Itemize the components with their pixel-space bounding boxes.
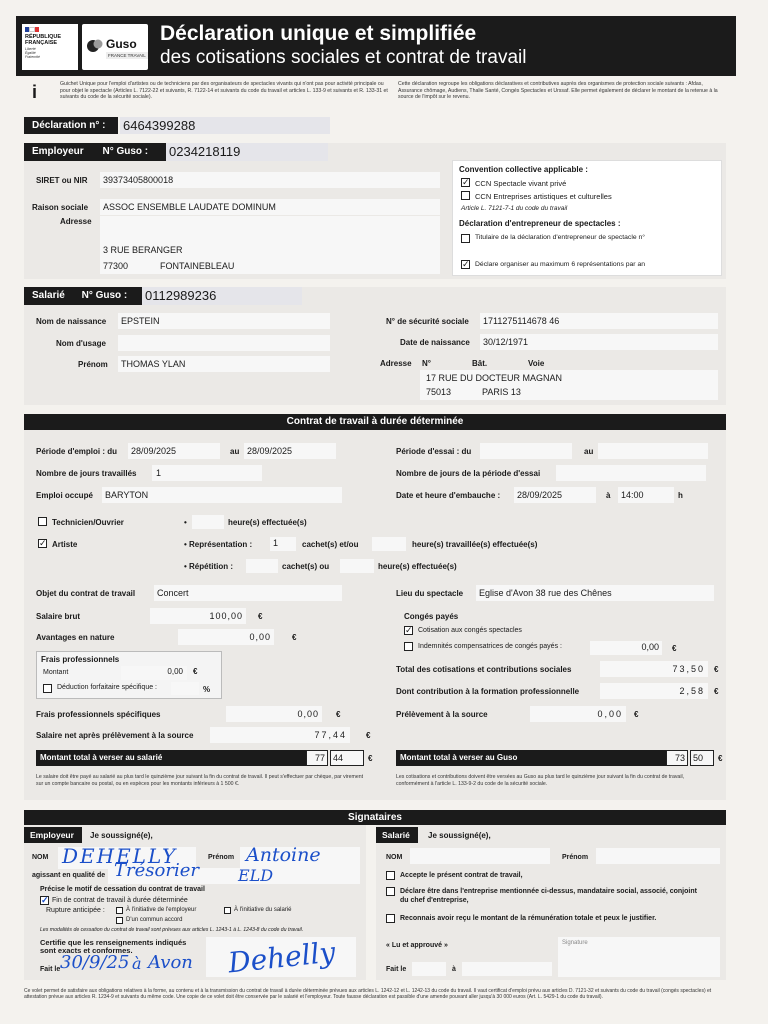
indemnites-checkbox[interactable] bbox=[404, 642, 413, 651]
rf-line1: RÉPUBLIQUE bbox=[25, 34, 62, 40]
frais-spec-value: 0,00 bbox=[226, 706, 322, 722]
declare-entreprise-checkbox[interactable] bbox=[386, 887, 395, 896]
sign-salarie-prenom[interactable] bbox=[596, 848, 720, 864]
avantages-label: Avantages en nature bbox=[36, 633, 115, 642]
repetition-heures[interactable] bbox=[340, 559, 374, 573]
info-right: Cette déclaration regroupe les obligations déclaratives et contributives auprès des organismes de protection sociale suivants : Afdas, Assurance chômage, Audiens, Thalie Santé, Congés Spectacles et Urssaf. Elle permet également de déclarer le montant de la retenue à la source de l'impôt sur le revenu. bbox=[398, 81, 718, 101]
net-euro: € bbox=[366, 731, 371, 740]
formation-label: Dont contribution à la formation professionnelle bbox=[396, 687, 580, 696]
guso-logo bbox=[82, 24, 148, 70]
salaire-euro: € bbox=[258, 612, 263, 621]
lieu-value: Eglise d'Avon 38 rue des Chênes bbox=[476, 585, 714, 601]
repetition-cachets-label: cachet(s) ou bbox=[282, 562, 330, 571]
frais-box bbox=[36, 651, 222, 699]
titulaire-label: Titulaire de la déclaration d'entrepreneur de spectacle n° bbox=[475, 234, 646, 241]
employeur-title: Employeur bbox=[32, 146, 84, 157]
salarie-adresse1: 17 RUE DU DOCTEUR MAGNAN bbox=[426, 373, 563, 383]
frais-spec-euro: € bbox=[336, 710, 341, 719]
salarie-cp: 75013 bbox=[426, 387, 452, 397]
sign-salarie-prenom-label: Prénom bbox=[562, 854, 589, 861]
total-salarie-dec: 44 bbox=[330, 750, 364, 766]
guso-logo-text: Guso bbox=[106, 37, 137, 51]
sign-prenom-label: Prénom bbox=[208, 854, 235, 861]
signataires-title: Signataires bbox=[24, 810, 726, 825]
rupture-commun-checkbox[interactable] bbox=[116, 917, 123, 924]
indemnites-label: Indemnités compensatrices de congés payés : bbox=[418, 643, 562, 650]
lieu-label: Lieu du spectacle bbox=[396, 589, 464, 598]
footer-note: Ce volet permet de satisfaire aux obligations relatives à la forme, au contenu et à la transmission du contrat de travail à durée déterminée prévues aux articles L. 1242-12 et L. 1242-13 du code du travail. Il vaut certificat d'emploi prévu aux articles D. 7121-32 et suivants du code du travail (congés spectacles) et attestation prévue aux articles R. 1234-9 et suivants du même code. Une copie de ce volet doit être conservée par le salarié et l'employeur. Toute fausse déclaration est passible d'une amende pouvant aller jusqu'à 30 000 euros (Art. L. 5429-1 du code du travail). bbox=[24, 988, 712, 1000]
objet-value: Concert bbox=[154, 585, 342, 601]
convention-article: Article L. 7121-7-1 du code du travail bbox=[461, 205, 568, 212]
technicien-checkbox[interactable] bbox=[38, 517, 47, 526]
essai-au-label: au bbox=[584, 447, 594, 456]
jours-label: Nombre de jours travaillés bbox=[36, 469, 137, 478]
certifie-label: Certifie que les renseignements indiqués sont exacts et conformes. bbox=[40, 938, 187, 955]
adresse-voie-label: Voie bbox=[528, 359, 545, 368]
salarie-title: Salarié bbox=[32, 290, 65, 301]
sign-nom-label: NOM bbox=[32, 854, 49, 861]
salarie-ville: PARIS 13 bbox=[482, 387, 521, 397]
rupture-salarie-checkbox[interactable] bbox=[224, 907, 231, 914]
net-value: 77,44 bbox=[210, 727, 350, 743]
siret-label: SIRET ou NIR bbox=[36, 176, 88, 185]
rf-line2: FRANÇAISE bbox=[25, 40, 58, 46]
motif-title: Précise le motif de cessation du contrat de travail bbox=[40, 886, 205, 893]
total-guso-label: Montant total à verser au Guso bbox=[396, 750, 666, 766]
titulaire-checkbox[interactable] bbox=[461, 234, 470, 243]
employeur-cp: 77300 bbox=[103, 261, 129, 271]
repetition-heures-label: heure(s) effectuée(s) bbox=[378, 562, 457, 571]
conges-title: Congés payés bbox=[404, 612, 459, 621]
header-bar bbox=[16, 16, 736, 76]
salarie-adresse-box bbox=[420, 370, 718, 400]
employeur-guso-label: N° Guso : bbox=[102, 146, 149, 157]
sign-salarie-nom[interactable] bbox=[410, 848, 550, 864]
salaire-value: 100,00 bbox=[150, 608, 246, 624]
avantages-value: 0,00 bbox=[178, 629, 274, 645]
rupture-commun-label: D'un commun accord bbox=[126, 917, 183, 923]
contrat-title: Contrat de travail à durée déterminée bbox=[24, 414, 726, 430]
salarie-fait-lieu[interactable] bbox=[462, 962, 552, 976]
frais-spec-label: Frais professionnels spécifiques bbox=[36, 710, 161, 719]
nom-naissance-value: EPSTEIN bbox=[118, 313, 330, 329]
decl-entrepreneur-title: Déclaration d'entrepreneur de spectacles : bbox=[459, 219, 621, 228]
artiste-checkbox[interactable]: ✓ bbox=[39, 538, 47, 548]
page-title: Déclaration unique et simplifiée bbox=[160, 22, 477, 45]
salarie-fait-a-label: à bbox=[452, 966, 456, 973]
motif-fin-cdd-checkbox[interactable]: ✓ bbox=[41, 895, 49, 905]
secu-label: N° de sécurité sociale bbox=[386, 317, 469, 326]
ccn-spectacle-label: CCN Spectacle vivant privé bbox=[475, 179, 567, 188]
embauche-h-label: h bbox=[678, 491, 683, 500]
prelev-label: Prélèvement à la source bbox=[396, 710, 488, 719]
salarie-guso: 0112989236 bbox=[142, 287, 302, 305]
rupture-label: Rupture anticipée : bbox=[46, 907, 105, 914]
ccn-entreprises-label: CCN Entreprises artistiques et culturelles bbox=[475, 192, 612, 201]
modalites-note: Les modalités de cessation du contrat de travail sont prévues aux articles L. 1243-1 à L. 1243-8 du code du travail. bbox=[40, 927, 304, 933]
lu-approuve: « Lu et approuvé » bbox=[386, 942, 448, 949]
convention-title: Convention collective applicable : bbox=[459, 165, 588, 174]
sign-qualite-value-2: ELD bbox=[238, 866, 274, 885]
artiste-label: Artiste bbox=[52, 540, 78, 549]
total-salarie-int: 77 bbox=[306, 750, 328, 766]
accept-contrat-checkbox[interactable] bbox=[386, 871, 395, 880]
net-label: Salaire net après prélèvement à la source bbox=[36, 731, 194, 740]
convention-box bbox=[452, 160, 722, 276]
essai-du[interactable] bbox=[480, 443, 572, 459]
total-guso-dec: 50 bbox=[690, 750, 714, 766]
salarie-guso-label: N° Guso : bbox=[81, 290, 128, 301]
periode-du: 28/09/2025 bbox=[128, 443, 220, 459]
prelev-euro: € bbox=[634, 710, 639, 719]
republique-logo bbox=[22, 24, 78, 70]
indemnites-euro: € bbox=[672, 644, 677, 653]
technicien-label: Technicien/Ouvrier bbox=[52, 518, 124, 527]
embauche-a-label: à bbox=[606, 491, 611, 500]
motif-fin-cdd-label: Fin de contrat de travail à durée déterminée bbox=[52, 897, 188, 904]
fait-lieu: Avon bbox=[148, 952, 193, 973]
representation-heures-label: heure(s) travaillée(s) effectuée(s) bbox=[412, 540, 538, 549]
employeur-adresse-label: Adresse bbox=[60, 217, 92, 226]
total-salarie-label: Montant total à verser au salarié bbox=[36, 750, 306, 766]
declaration-number: 6464399288 bbox=[120, 117, 330, 134]
employeur-adresse1: 3 RUE BERANGER bbox=[103, 245, 183, 255]
total-guso-euro: € bbox=[718, 754, 723, 763]
guso-logo-sub: FRANCE TRAVAIL bbox=[108, 53, 146, 58]
fait-a-label: à bbox=[132, 954, 142, 973]
signature-employeur: Dehelly bbox=[226, 935, 337, 980]
salarie-fait-le[interactable] bbox=[412, 962, 446, 976]
salarie-fait-le-label: Fait le bbox=[386, 966, 407, 973]
conges-spectacles-checkbox[interactable]: ✓ bbox=[405, 625, 413, 635]
raison-label: Raison sociale bbox=[32, 203, 89, 212]
deduction-pct: % bbox=[203, 685, 211, 694]
accept-contrat-label: Accepte le présent contrat de travail, bbox=[400, 872, 523, 879]
declare-entreprise-label: Déclare être dans l'entreprise mentionnée ci-dessus, mandataire social, associé, conjoint du chef d'entreprise, bbox=[400, 888, 697, 904]
ccn-spectacle-checkbox[interactable]: ✓ bbox=[462, 177, 470, 187]
salarie-label bbox=[24, 287, 142, 305]
secu-value: 1711275114678 46 bbox=[480, 313, 718, 329]
embauche-label: Date et heure d'embauche : bbox=[396, 491, 501, 500]
frais-montant-value: 0,00 bbox=[121, 666, 187, 680]
representation-label: • Représentation : bbox=[184, 540, 253, 549]
deduction-label: Déduction forfaitaire spécifique : bbox=[57, 684, 157, 691]
periode-label: Période d'emploi : du bbox=[36, 447, 118, 456]
sign-soussigne: Je soussigné(e), bbox=[90, 831, 153, 840]
repetition-label: • Répétition : bbox=[184, 562, 234, 571]
jours-essai-label: Nombre de jours de la période d'essai bbox=[396, 469, 541, 478]
nom-usage-value bbox=[118, 335, 330, 351]
note-left: Le salaire doit être payé au salarié au plus tard le quinzième jour suivant la fin du contrat de travail. Il peut s'effectuer par chèque, par virement sur un compte bancaire ou postal, ou en espèces pour les montants inférieurs à 1 500 €. bbox=[36, 774, 364, 787]
recu-montant-checkbox[interactable] bbox=[386, 914, 395, 923]
rupture-employeur-label: À l'initiative de l'employeur bbox=[126, 907, 197, 913]
fait-le-date: 30/9/25 bbox=[60, 952, 130, 973]
page-subtitle: des cotisations sociales et contrat de travail bbox=[160, 47, 527, 68]
prenom-label: Prénom bbox=[78, 360, 108, 369]
sign-prenom-value: Antoine bbox=[246, 844, 321, 866]
representation-heures[interactable] bbox=[372, 537, 406, 551]
indemnites-value: 0,00 bbox=[590, 641, 662, 655]
objet-label: Objet du contrat de travail bbox=[36, 589, 136, 598]
frais-title: Frais professionnels bbox=[41, 655, 120, 664]
embauche-date: 28/09/2025 bbox=[514, 487, 596, 503]
emploi-label: Emploi occupé bbox=[36, 491, 93, 500]
guso-logo-icon bbox=[86, 37, 104, 55]
representation-value: 1 bbox=[270, 537, 296, 551]
sign-salarie-soussigne: Je soussigné(e), bbox=[428, 831, 491, 840]
employeur-adresse-box bbox=[100, 216, 440, 274]
deduction-checkbox[interactable] bbox=[43, 684, 52, 693]
signature-salarie-label: Signature bbox=[562, 940, 588, 946]
total-cot-euro: € bbox=[714, 665, 719, 674]
total-guso-int: 73 bbox=[666, 750, 688, 766]
deduction-value[interactable] bbox=[171, 682, 199, 695]
sign-salarie-label: Salarié bbox=[376, 827, 418, 843]
technicien-heures[interactable] bbox=[192, 515, 224, 529]
prenom-value: THOMAS YLAN bbox=[118, 356, 330, 372]
emploi-value: BARYTON bbox=[102, 487, 342, 503]
ccn-entreprises-checkbox[interactable] bbox=[461, 191, 470, 200]
siret-value: 39373405800018 bbox=[100, 172, 440, 188]
sign-qualite-label: agissant en qualité de bbox=[32, 872, 106, 879]
employeur-ville: FONTAINEBLEAU bbox=[160, 261, 235, 271]
recu-montant-label: Reconnais avoir reçu le montant de la rémunération totale et peux le justifier. bbox=[400, 915, 657, 922]
jours-value: 1 bbox=[152, 465, 262, 481]
adresse-bat-label: Bât. bbox=[472, 359, 488, 368]
sign-qualite-value: Trésorier bbox=[114, 860, 199, 881]
jours-essai-value[interactable] bbox=[556, 465, 706, 481]
note-right: Les cotisations et contributions doivent être versées au Guso au plus tard le quinzième jour suivant la fin du contrat de travail, conformément à l'article L. 133-9-2 du code de la sécurité sociale. bbox=[396, 774, 685, 787]
salarie-adresse-label: Adresse bbox=[380, 359, 412, 368]
repetition-cachets[interactable] bbox=[246, 559, 278, 573]
technicien-heures-label: heure(s) effectuée(s) bbox=[228, 518, 307, 527]
avantages-euro: € bbox=[292, 633, 297, 642]
salaire-label: Salaire brut bbox=[36, 612, 81, 621]
rupture-employeur-checkbox[interactable] bbox=[116, 907, 123, 914]
info-left: Guichet Unique pour l'emploi d'artistes ou de techniciens par des organisateurs de spectacles vivants qui n'ont pas pour activité principale ou pour objet le spectacle (Articles L. 7122-22 et suivants, R. 7122-14 et suivants du code du travail et articles L. 133-9 et suivants et R. 133-31 et suivants du code de la sécurité sociale). bbox=[60, 81, 388, 101]
naissance-label: Date de naissance bbox=[400, 338, 470, 347]
rf-motto: Liberté Égalité Fraternité bbox=[25, 47, 40, 59]
info-icon: i bbox=[32, 82, 38, 102]
nom-naissance-label: Nom de naissance bbox=[36, 317, 107, 326]
representation-cachets: cachet(s) et/ou bbox=[302, 540, 359, 549]
sign-employeur-label: Employeur bbox=[24, 827, 82, 843]
formation-value: 2,58 bbox=[600, 683, 708, 699]
sign-salarie-nom-label: NOM bbox=[386, 854, 403, 861]
total-salarie-euro: € bbox=[368, 754, 373, 763]
embauche-heure: 14:00 bbox=[618, 487, 674, 503]
raison-value: ASSOC ENSEMBLE LAUDATE DOMINUM bbox=[100, 199, 440, 215]
fait-le-label: Fait le bbox=[40, 966, 61, 973]
technicien-bullet: • bbox=[184, 518, 187, 527]
formation-euro: € bbox=[714, 687, 719, 696]
frais-montant-label: Montant bbox=[43, 669, 69, 676]
conges-spectacles-label: Cotisation aux congés spectacles bbox=[418, 627, 522, 634]
six-representations-checkbox[interactable]: ✓ bbox=[462, 259, 470, 269]
six-representations-label: Déclare organiser au maximum 6 représentations par an bbox=[475, 261, 646, 268]
naissance-value: 30/12/1971 bbox=[480, 334, 718, 350]
essai-au[interactable] bbox=[598, 443, 708, 459]
frais-montant-euro: € bbox=[193, 667, 198, 676]
periode-au-label: au bbox=[230, 447, 240, 456]
sign-nom-value: DEHELLY bbox=[62, 844, 178, 868]
prelev-value: 0,00 bbox=[530, 706, 626, 722]
adresse-no-label: N° bbox=[422, 359, 431, 368]
total-cot-value: 73,50 bbox=[600, 661, 708, 677]
declaration-label: Déclaration n° : bbox=[24, 117, 118, 134]
total-cot-label: Total des cotisations et contributions sociales bbox=[396, 665, 572, 674]
employeur-guso: 0234218119 bbox=[166, 143, 328, 161]
employeur-label bbox=[24, 143, 166, 161]
essai-label: Période d'essai : du bbox=[396, 447, 472, 456]
periode-au: 28/09/2025 bbox=[244, 443, 336, 459]
rupture-salarie-label: À l'initiative du salarié bbox=[234, 907, 292, 913]
nom-usage-label: Nom d'usage bbox=[56, 339, 106, 348]
